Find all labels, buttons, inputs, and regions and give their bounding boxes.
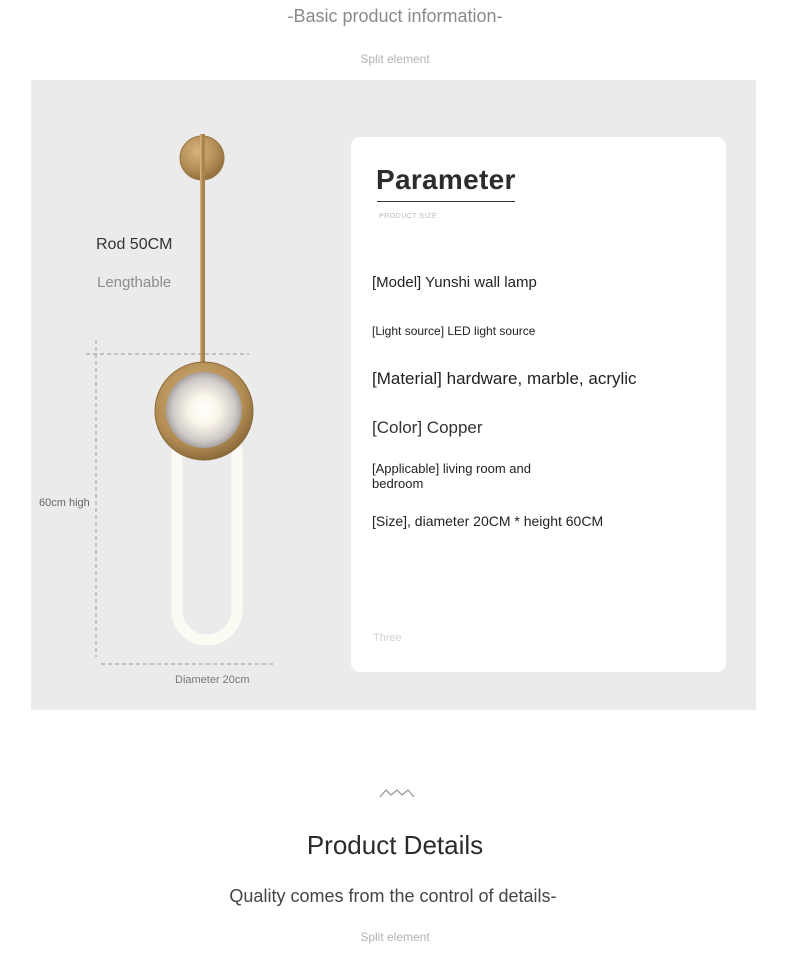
product-details-subtitle: Quality comes from the control of details-	[229, 886, 557, 906]
parameter-title-underline	[377, 201, 515, 202]
rod-lengthable-label: Lengthable	[97, 274, 172, 291]
parameter-footer-text: Three	[373, 632, 402, 644]
parameter-title: Parameter	[376, 164, 516, 195]
diameter-dimension-label: Diameter 20cm	[175, 674, 250, 686]
spec-applicable: [Applicable] living room and bedroom	[372, 461, 531, 491]
spec-light-source: [Light source] LED light source	[372, 324, 536, 338]
spec-size: [Size], diameter 20CM * height 60CM	[372, 513, 604, 529]
section-heading: -Basic product information-	[287, 6, 503, 26]
split-element-label: Split element	[360, 52, 430, 66]
parameter-subtitle: PRODUCT SIZE	[379, 213, 437, 220]
spec-model: [Model] Yunshi wall lamp	[372, 274, 537, 291]
spec-material: [Material] hardware, marble, acrylic	[372, 369, 637, 388]
height-dimension-label: 60cm high	[39, 497, 90, 509]
split-element-label-bottom: Split element	[360, 930, 430, 944]
rod-length-label: Rod 50CM	[96, 236, 173, 253]
product-details-title: Product Details	[306, 830, 484, 860]
spec-color: [Color] Copper	[372, 418, 483, 437]
wave-divider-icon	[379, 787, 415, 799]
